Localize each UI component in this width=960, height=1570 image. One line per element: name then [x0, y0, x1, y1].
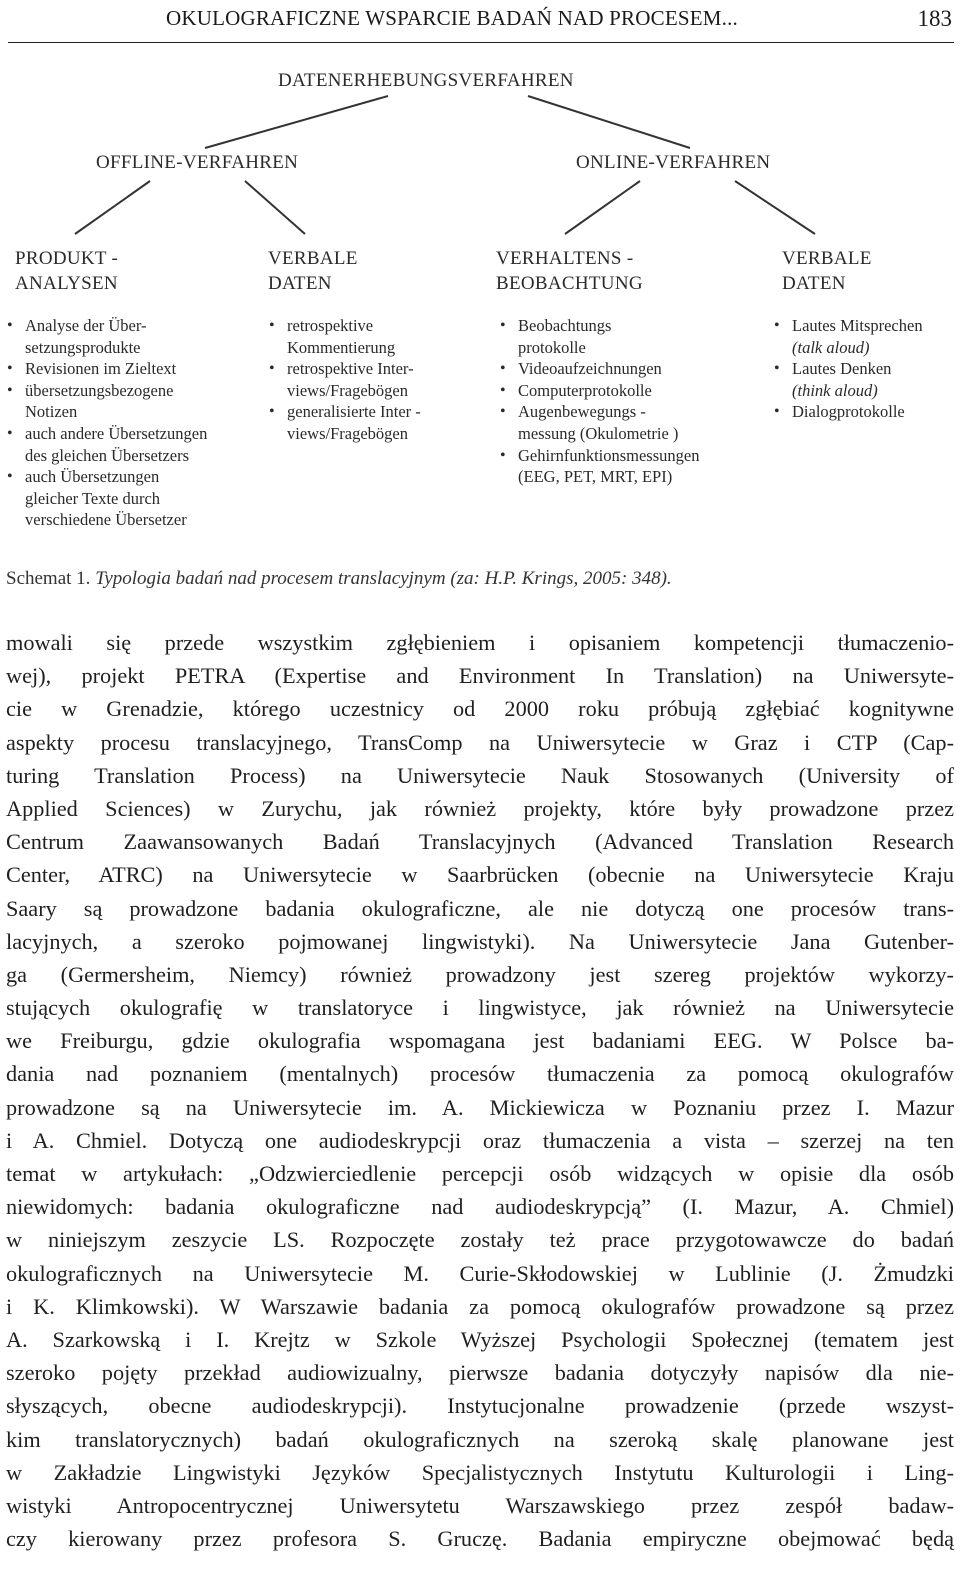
diagram-root-label: DATENERHEBUNGSVERFAHREN: [278, 70, 574, 91]
list-item: • Gehirnfunktionsmessungen (EEG, PET, MRT, EPI): [500, 445, 770, 488]
body-line: Center, ATRC) na Uniwersytecie w Saarbrücken (obecnie na Uniwersytecie Kraju: [6, 862, 954, 888]
list-item: • Computerprotokolle: [500, 380, 770, 402]
body-line: wej), projekt PETRA (Expertise and Environment In Translation) na Uniwersyte-: [6, 663, 954, 689]
caption-text: Typologia badań nad procesem translacyjnym (za: H.P. Krings, 2005: 348).: [95, 568, 672, 589]
figure-caption: [6, 568, 672, 590]
body-line: w Zakładzie Lingwistyki Języków Specjalistycznych Instytutu Kulturologii i Ling-: [6, 1459, 954, 1485]
list-item: • generalisierte Inter - views/Fragebögen: [269, 401, 484, 444]
connector-online-verhaltens: [565, 181, 640, 234]
list-item: • retrospektive Kommentierung: [269, 315, 484, 358]
body-line: dania nad poznaniem (mentalnych) procesów tłumaczenia za pomocą okulografów: [6, 1061, 954, 1087]
body-line: Centrum Zaawansowanych Badań Translacyjnych (Advanced Translation Research: [6, 829, 954, 855]
list-item: • Lautes Denken (think aloud): [774, 358, 956, 401]
connector-root-offline: [205, 96, 388, 148]
connector-offline-verbale: [245, 181, 305, 234]
body-line: słyszących, obecne audiodeskrypcji). Instytucjonalne prowadzenie (przede wszyst-: [6, 1393, 954, 1419]
list-item: • Videoaufzeichnungen: [500, 358, 770, 380]
body-line: i A. Chmiel. Dotyczą one audiodeskrypcji oraz tłumaczenia a vista – szerzej na ten: [6, 1127, 954, 1153]
offline-branch-label: OFFLINE-VERFAHREN: [96, 152, 299, 173]
list-item: • übersetzungsbezogene Notizen: [7, 380, 262, 423]
body-line: wistyki Antropocentrycznej Uniwersytetu Warszawskiego przez zespół badaw-: [6, 1492, 954, 1518]
list-item: • retrospektive Inter- views/Fragebögen: [269, 358, 484, 401]
online-branch-label: ONLINE-VERFAHREN: [576, 152, 771, 173]
connector-offline-produkt: [75, 181, 150, 234]
list-item: • Dialogprotokolle: [774, 401, 956, 423]
running-title: OKULOGRAFICZNE WSPARCIE BADAŃ NAD PROCESEM...: [166, 6, 738, 30]
list-item: • Augenbewegungs - messung (Okulometrie ): [500, 401, 770, 444]
connector-online-verbale: [735, 181, 815, 234]
list-item: • Beobachtungs protokolle: [500, 315, 770, 358]
body-line: w niniejszym zeszycie LS. Rozpoczęte zostały też prace przygotowawcze do badań: [6, 1227, 954, 1253]
body-line: i K. Klimkowski). W Warszawie badania za pomocą okulografów prowadzone są przez: [6, 1293, 954, 1319]
body-line: A. Szarkowską i I. Krejtz w Szkole Wyższej Psychologii Społecznej (tematem jest: [6, 1326, 954, 1352]
body-line: Applied Sciences) w Zurychu, jak również projekty, które były prowadzone przez: [6, 795, 954, 821]
body-line: we Freiburgu, gdzie okulografia wspomagana jest badaniami EEG. W Polsce ba-: [6, 1028, 954, 1054]
connector-root-online: [528, 96, 690, 148]
list-item: • Lautes Mitsprechen (talk aloud): [774, 315, 956, 358]
body-line: mowali się przede wszystkim zgłębieniem i opisaniem kompetencji tłumaczenio-: [6, 630, 954, 655]
body-line: kim translatorycznych) badań okulograficznych na szeroką skalę planowane jest: [6, 1426, 954, 1452]
page-number: 183: [917, 6, 952, 31]
verhaltens-beobachtung-list: [500, 315, 770, 488]
online-verbale-daten-label: VERBALE DATEN: [782, 248, 872, 294]
body-line: aspekty procesu translacyjnego, TransComp na Uniwersytecie w Graz i CTP (Cap-: [6, 729, 954, 755]
body-line: lacyjnych, a szeroko pojmowanej lingwistyki). Na Uniwersytecie Jana Gutenber-: [6, 928, 954, 954]
running-header: [8, 2, 954, 43]
body-line: szeroko pojęty przekład audiowizualny, pierwsze badania dotyczyły napisów dla nie-: [6, 1360, 954, 1386]
body-line: okulograficznych na Uniwersytecie M. Curie-Skłodowskiej w Lublinie (J. Żmudzki: [6, 1260, 954, 1286]
body-line: turing Translation Process) na Uniwersytecie Nauk Stosowanych (University of: [6, 762, 954, 788]
body-line: stujących okulografię w translatoryce i lingwistyce, jak również na Uniwersytecie: [6, 995, 954, 1021]
body-line: temat w artykułach: „Odzwierciedlenie percepcji osób widzących w opisie dla osób: [6, 1161, 954, 1186]
body-line: niewidomych: badania okulograficzne nad audiodeskrypcją” (I. Mazur, A. Chmiel): [6, 1194, 954, 1220]
body-line: cie w Grenadzie, którego uczestnicy od 2000 roku próbują zgłębiać kognitywne: [6, 696, 954, 722]
list-item: • auch andere Übersetzungen des gleichen Übersetzers: [7, 423, 262, 466]
offline-verbale-daten-list: [269, 315, 484, 445]
produkt-analysen-label: PRODUKT - ANALYSEN: [15, 248, 119, 294]
caption-label: Schemat 1.: [6, 568, 96, 589]
list-item: • Analyse der Über- setzungsprodukte: [7, 315, 262, 358]
list-item: • Revisionen im Zieltext: [7, 358, 262, 380]
verhaltens-beobachtung-label: VERHALTENS - BEOBACHTUNG: [496, 248, 643, 294]
body-line: ga (Germersheim, Niemcy) również prowadzony jest szereg projektów wykorzy-: [6, 961, 954, 987]
body-line: Saary są prowadzone badania okulograficzne, ale nie dotyczą one procesów trans-: [6, 895, 954, 921]
produkt-analysen-list: [7, 315, 262, 531]
online-verbale-daten-list: [774, 315, 956, 423]
body-text: [6, 626, 954, 1555]
list-item: • auch Übersetzungen gleicher Texte durch verschiedene Übersetzer: [7, 466, 262, 531]
body-line: czy kierowany przez profesora S. Gruczę. Badania empiryczne obejmować będą: [6, 1526, 954, 1552]
typology-diagram: [0, 44, 960, 556]
offline-verbale-daten-label: VERBALE DATEN: [268, 248, 358, 294]
body-line: prowadzone są na Uniwersytecie im. A. Mickiewicza w Poznaniu przez I. Mazur: [6, 1094, 954, 1120]
